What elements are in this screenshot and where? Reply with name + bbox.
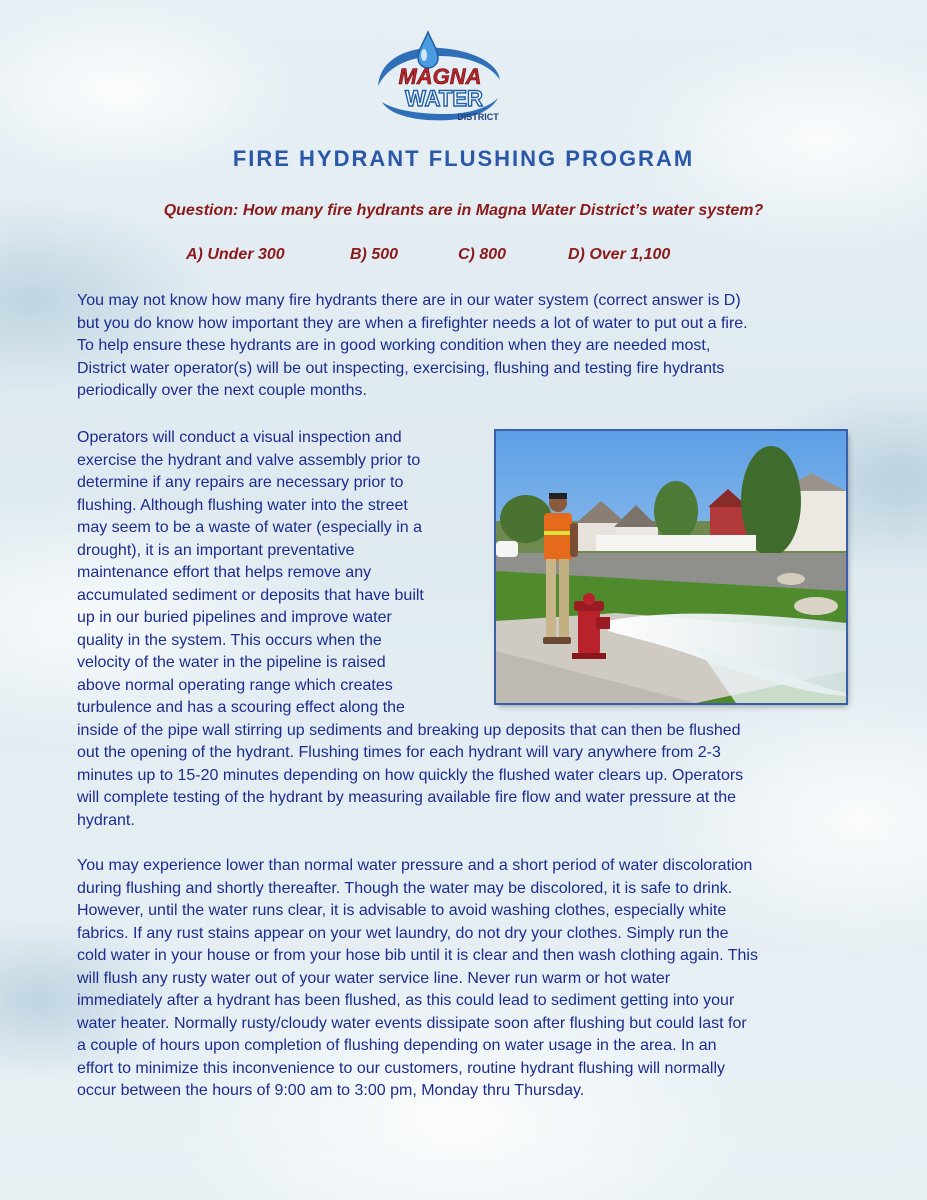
text-line: quality in the system. This occurs when the [77,631,382,649]
text-line: during flushing and shortly thereafter. Though the water may be discolored, it is safe to drink. [77,879,733,897]
text-line: will complete testing of the hydrant by measuring available fire flow and water pressure at the [77,789,737,806]
page-title: FIRE HYDRANT FLUSHING PROGRAM [232,146,695,171]
text-line: maintenance effort that helps remove any [77,564,372,581]
text-line: To help ensure these hydrants are in good working condition when they are needed most, [77,337,711,354]
text-line: District water operator(s) will be out inspecting, exercising, flushing and testing fire hydrants [77,359,725,377]
svg-text:WATER: WATER [405,86,483,111]
text-line: inside of the pipe wall stirring up sediments and breaking up deposits that can then be flushed [77,721,741,739]
hydrant-flushing-photo [496,431,846,703]
discoloration-paragraph [77,855,857,1103]
text-line: will flush any rusty water out of your water service line. Never run warm or hot water [77,969,671,987]
text-line: drought), it is an important preventative [77,541,355,559]
text-line: out the opening of the hydrant. Flushing times for each hydrant will vary anywhere from 2-3 [77,744,721,761]
answer-a: A) Under 300 [186,246,285,263]
text-line: occur between the hours of 9:00 am to 3:00 pm, Monday thru Thursday. [77,1082,585,1099]
text-line: Operators will conduct a visual inspection and [77,429,402,446]
hydrant-photo-illustration [496,431,846,703]
svg-text:DISTRICT: DISTRICT [457,112,499,122]
text-line: flushing. Although flushing water into the street [77,496,408,514]
text-line: periodically over the next couple months. [77,382,367,399]
text-line: turbulence and has a scouring effect along the [77,699,405,716]
text-line: exercise the hydrant and valve assembly prior to [77,451,421,469]
magna-water-district-logo [370,28,510,126]
text-line: effort to minimize this inconvenience to our customers, routine hydrant flushing will normally [77,1059,725,1077]
text-line: However, until the water runs clear, it is advisable to avoid washing clothes, especially white [77,902,727,919]
text-line: a couple of hours upon completion of flushing depending on water usage in the area. In an [77,1037,717,1054]
intro-paragraph [77,290,857,403]
text-line: but you do know how important they are when a firefighter needs a lot of water to put out a fire. [77,314,748,332]
text-line: You may experience lower than normal water pressure and a short period of water discoloration [77,857,753,874]
text-line: up in our buried pipelines and improve water [77,609,392,626]
text-line: fabrics. If any rust stains appear on your wet laundry, do not dry your clothes. Simply run the [77,924,729,942]
text-line: minutes up to 15-20 minutes depending on how quickly the flushed water clears up. Operators [77,766,744,784]
logo-graphic [370,28,510,126]
text-line: cold water in your house or from your hose bib until it is clear and then wash clothing again. This [77,947,758,964]
text-line: accumulated sediment or deposits that have built [77,586,424,604]
answer-b: B) 500 [350,246,399,263]
text-line: above normal operating range which creates [77,676,393,694]
text-line: You may not know how many fire hydrants there are in our water system (correct answer is D) [77,292,741,309]
answer-c: C) 800 [458,246,507,263]
answer-d: D) Over 1,100 [568,246,671,263]
quiz-question: Question: How many fire hydrants are in Magna Water District’s water system? [163,202,764,219]
text-line: immediately after a hydrant has been flushed, as this could lead to sediment getting into your [77,992,735,1009]
text-line: hydrant. [77,811,135,829]
text-line: water heater. Normally rusty/cloudy water events dissipate soon after flushing but could last for [77,1014,747,1032]
svg-text:MAGNA: MAGNA [398,64,482,89]
text-line: may seem to be a waste of water (especially in a [77,519,423,536]
text-line: determine if any repairs are necessary prior to [77,474,404,491]
text-line: velocity of the water in the pipeline is raised [77,654,386,671]
